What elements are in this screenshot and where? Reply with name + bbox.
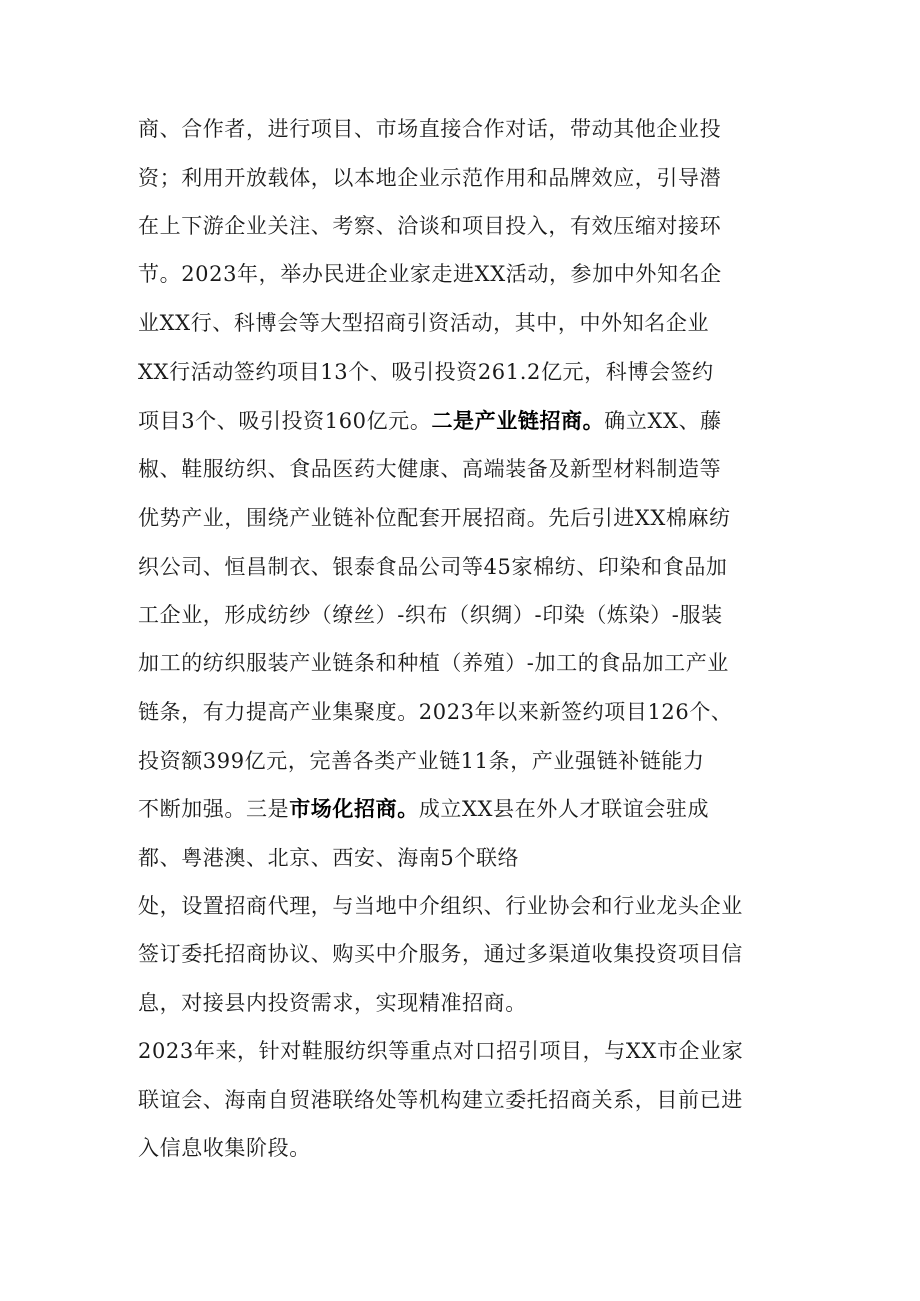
- text-line: [138, 451, 721, 487]
- text-line: [138, 1033, 743, 1069]
- text-line: [138, 985, 527, 1021]
- text-line: [138, 743, 705, 779]
- text-line: [138, 645, 729, 681]
- line-text: 不断加强。三是: [138, 797, 290, 821]
- text-line: [138, 936, 743, 972]
- text-line: [138, 791, 709, 827]
- bold-heading-text: 二是产业链招商。: [431, 409, 605, 433]
- line-text: 项目3个、吸引投资160亿元。: [138, 409, 432, 433]
- text-line: [138, 160, 721, 196]
- text-line: [138, 208, 721, 244]
- text-line: [138, 694, 733, 730]
- line-text: 业XX行、科博会等大型招商引资活动，其中，中外知名企业: [138, 311, 710, 335]
- line-text: 联谊会、海南自贸港联络处等机构建立委托招商关系，目前已进: [138, 1088, 743, 1112]
- line-text: 节。2023年，举办民进企业家走进XX活动，参加中外知名企: [138, 262, 722, 286]
- line-text: 投资额399亿元，完善各类产业链11条，产业强链补链能力: [138, 749, 705, 773]
- text-line: [138, 500, 731, 536]
- line-text: 工企业，形成纺纱（缭丝）-织布（织绸）-印染（炼染）-服装: [138, 603, 723, 627]
- text-line: [138, 1082, 743, 1118]
- text-line: [138, 1130, 311, 1166]
- text-line: [138, 305, 709, 341]
- line-text: 2023年来，针对鞋服纺织等重点对口招引项目，与XX市企业家: [138, 1039, 744, 1063]
- line-text: 链条，有力提高产业集聚度。2023年以来新签约项目126个、: [138, 700, 733, 724]
- text-line: [138, 840, 519, 876]
- line-text: 确立XX、藤: [604, 409, 722, 433]
- line-text: 在上下游企业关注、考察、洽谈和项目投入，有效压缩对接环: [138, 214, 722, 238]
- line-text: 商、合作者，进行项目、市场直接合作对话，带动其他企业投: [138, 117, 722, 141]
- text-line: [138, 403, 722, 439]
- line-text: 处，设置招商代理，与当地中介组织、行业协会和行业龙头企业: [138, 894, 743, 918]
- line-text: 都、粤港澳、北京、西安、海南5个联络: [138, 846, 520, 870]
- line-text: 资；利用开放载体，以本地企业示范作用和品牌效应，引导潜: [138, 166, 722, 190]
- line-text: 息，对接县内投资需求，实现精准招商。: [138, 991, 527, 1015]
- text-line: [138, 354, 714, 390]
- text-line: [138, 597, 723, 633]
- line-text: 织公司、恒昌制衣、银泰食品公司等45家棉纺、印染和食品加: [138, 555, 728, 579]
- line-text: 椒、鞋服纺织、食品医药大健康、高端装备及新型材料制造等: [138, 457, 722, 481]
- line-text: 优势产业，围绕产业链补位配套开展招商。先后引进XX棉麻纺: [138, 506, 731, 530]
- text-line: [138, 111, 721, 147]
- line-text: 入信息收集阶段。: [138, 1136, 311, 1160]
- line-text: 加工的纺织服装产业链条和种植（养殖）-加工的食品加工产业: [138, 651, 729, 675]
- text-line: [138, 549, 728, 585]
- bold-heading-text: 市场化招商。: [289, 797, 419, 821]
- line-text: 成立XX县在外人才联谊会驻成: [418, 797, 710, 821]
- line-text: XX行活动签约项目13个、吸引投资261.2亿元，科博会签约: [138, 360, 714, 384]
- text-line: [138, 888, 743, 924]
- text-line: [138, 256, 722, 292]
- line-text: 签订委托招商协议、购买中介服务，通过多渠道收集投资项目信: [138, 942, 743, 966]
